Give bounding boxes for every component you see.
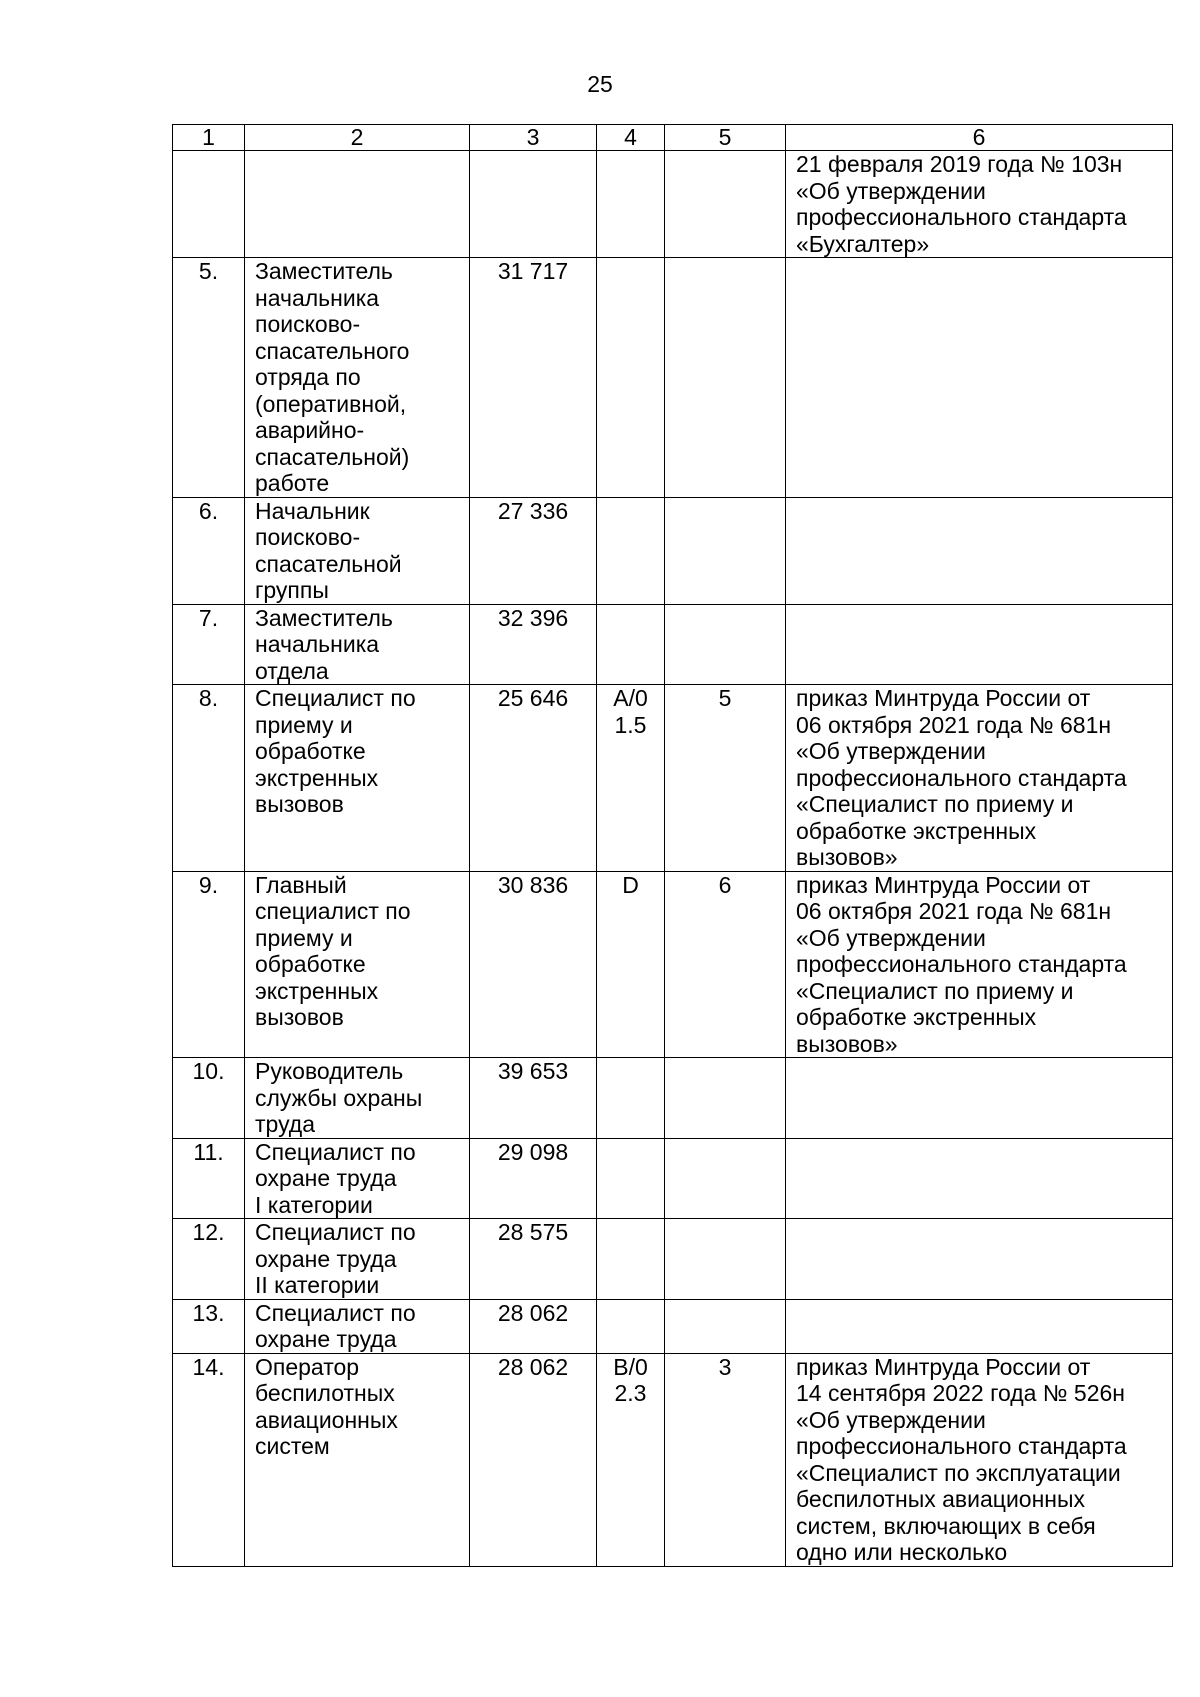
salary-cell: 28 575	[470, 1219, 597, 1300]
professional-standard-line: профессионального стандарта	[796, 951, 1127, 977]
professional-standard-line: приказ Минтруда России от	[796, 871, 1091, 898]
professional-standard-line: 06 октября 2021 года № 681н	[796, 711, 1112, 738]
salary-cell: 31 717	[470, 258, 597, 498]
salary-cell	[470, 151, 597, 258]
position-name-line: (оперативной,	[255, 390, 407, 417]
row-number-cell: 9.	[173, 871, 245, 1058]
professional-standard-cell	[786, 1353, 1173, 1566]
professional-standard-line: «Об утверждении	[796, 924, 986, 951]
professional-standard-line: систем, включающих в себя	[796, 1512, 1096, 1539]
staff-table	[172, 124, 1173, 1567]
position-name-line: систем	[255, 1433, 330, 1459]
position-name-cell	[245, 151, 470, 258]
function-code-line: D	[622, 871, 639, 898]
table-row	[173, 1219, 1173, 1300]
professional-standard-line: вызовов»	[796, 1030, 898, 1057]
qualification-level-cell	[665, 1138, 786, 1219]
row-number-cell: 10.	[173, 1058, 245, 1139]
function-code-cell	[597, 1058, 665, 1139]
table-body	[173, 151, 1173, 1567]
professional-standard-line: вызовов»	[796, 844, 898, 870]
professional-standard-line: «Специалист по приему и	[796, 791, 1074, 817]
position-name-line: спасательного	[255, 337, 410, 364]
position-name-line: Заместитель	[255, 604, 393, 631]
professional-standard-line: 06 октября 2021 года № 681н	[796, 898, 1112, 924]
qualification-level-cell	[665, 1299, 786, 1353]
professional-standard-line: профессионального стандарта	[796, 764, 1127, 791]
professional-standard-cell	[786, 685, 1173, 872]
professional-standard-line: приказ Минтруда России от	[796, 685, 1091, 711]
column-header-4: 4	[597, 125, 665, 151]
position-name-line: Оператор	[255, 1353, 360, 1380]
qualification-level-cell	[665, 258, 786, 498]
function-code-line: А/0	[613, 685, 648, 711]
qualification-level-cell	[665, 604, 786, 685]
professional-standard-line: 21 февраля 2019 года № 103н	[796, 151, 1123, 177]
row-number-cell: 11.	[173, 1138, 245, 1219]
table-header-row	[173, 125, 1173, 151]
function-code-line: 2.3	[614, 1380, 647, 1406]
professional-standard-cell	[786, 258, 1173, 498]
position-name-line: Руководитель	[255, 1058, 404, 1084]
professional-standard-line: приказ Минтруда России от	[796, 1353, 1091, 1380]
column-header-1: 1	[173, 125, 245, 151]
professional-standard-cell	[786, 1299, 1173, 1353]
position-name-line: экстренных	[255, 977, 379, 1004]
row-number-cell: 12.	[173, 1219, 245, 1300]
position-name-cell	[245, 1138, 470, 1219]
professional-standard-cell	[786, 871, 1173, 1058]
position-name-line: вызовов	[255, 791, 344, 817]
position-name-line: отряда по	[255, 364, 361, 390]
position-name-cell	[245, 1353, 470, 1566]
position-name-line: труда	[255, 1111, 316, 1137]
row-number-cell: 7.	[173, 604, 245, 685]
position-name-line: приему и	[255, 711, 353, 738]
position-name-line: авиационных	[255, 1406, 398, 1433]
salary-cell: 39 653	[470, 1058, 597, 1139]
professional-standard-cell	[786, 1138, 1173, 1219]
position-name-cell	[245, 497, 470, 604]
professional-standard-line: 14 сентября 2022 года № 526н	[796, 1380, 1125, 1406]
position-name-cell	[245, 871, 470, 1058]
position-name-line: II категории	[255, 1272, 380, 1298]
position-name-line: начальника	[255, 284, 380, 311]
position-name-line: обработке	[255, 738, 366, 764]
position-name-line: приему и	[255, 924, 353, 951]
qualification-level-cell	[665, 497, 786, 604]
table-row	[173, 1058, 1173, 1139]
qualification-level-cell: 5	[665, 685, 786, 872]
professional-standard-line: беспилотных авиационных	[796, 1486, 1086, 1512]
column-header-2: 2	[245, 125, 470, 151]
qualification-level-cell	[665, 151, 786, 258]
function-code-cell	[597, 151, 665, 258]
table-row	[173, 871, 1173, 1058]
position-name-cell	[245, 1058, 470, 1139]
position-name-line: Специалист по	[255, 1138, 416, 1165]
professional-standard-cell	[786, 151, 1173, 258]
salary-cell: 28 062	[470, 1353, 597, 1566]
table-row	[173, 497, 1173, 604]
position-name-line: Специалист по	[255, 1219, 416, 1245]
position-name-line: обработке	[255, 951, 366, 977]
position-name-line: поисково-	[255, 524, 361, 550]
position-name-line: вызовов	[255, 1004, 344, 1030]
salary-cell: 27 336	[470, 497, 597, 604]
professional-standard-line: профессионального стандарта	[796, 204, 1127, 230]
professional-standard-line: «Специалист по приему и	[796, 977, 1074, 1004]
function-code-cell	[597, 258, 665, 498]
position-name-line: аварийно-	[255, 417, 365, 443]
qualification-level-cell: 3	[665, 1353, 786, 1566]
function-code-cell	[597, 871, 665, 1058]
page-number: 25	[587, 71, 613, 97]
qualification-level-cell: 6	[665, 871, 786, 1058]
salary-cell: 25 646	[470, 685, 597, 872]
professional-standard-line: «Об утверждении	[796, 177, 986, 204]
professional-standard-line: профессионального стандарта	[796, 1433, 1127, 1459]
function-code-cell	[597, 1353, 665, 1566]
table-row	[173, 1299, 1173, 1353]
function-code-cell	[597, 497, 665, 604]
position-name-cell	[245, 1299, 470, 1353]
position-name-line: Специалист по	[255, 1299, 416, 1326]
position-name-line: спасательной	[255, 550, 402, 577]
row-number-cell: 13.	[173, 1299, 245, 1353]
function-code-line: 1.5	[614, 711, 647, 738]
position-name-line: охране труда	[255, 1326, 397, 1352]
position-name-line: Заместитель	[255, 258, 393, 284]
professional-standard-line: «Бухгалтер»	[796, 230, 930, 257]
position-name-line: Специалист по	[255, 685, 416, 711]
professional-standard-line: «Об утверждении	[796, 738, 986, 764]
position-name-cell	[245, 604, 470, 685]
function-code-cell	[597, 604, 665, 685]
professional-standard-cell	[786, 1058, 1173, 1139]
position-name-cell	[245, 685, 470, 872]
table-row	[173, 1353, 1173, 1566]
position-name-line: работе	[255, 470, 330, 496]
table-row	[173, 258, 1173, 498]
position-name-line: охране труда	[255, 1165, 397, 1191]
row-number-cell: 14.	[173, 1353, 245, 1566]
position-name-line: службы охраны	[255, 1084, 423, 1111]
function-code-cell	[597, 685, 665, 872]
row-number-cell: 8.	[173, 685, 245, 872]
position-name-line: отдела	[255, 657, 329, 684]
position-name-line: спасательной)	[255, 443, 410, 470]
position-name-line: Главный	[255, 871, 347, 898]
table-row	[173, 1138, 1173, 1219]
professional-standard-line: одно или несколько	[796, 1539, 1008, 1565]
table-row	[173, 151, 1173, 258]
position-name-line: начальника	[255, 631, 380, 657]
position-name-cell	[245, 1219, 470, 1300]
salary-cell: 28 062	[470, 1299, 597, 1353]
professional-standard-line: обработке экстренных	[796, 1004, 1037, 1030]
function-code-cell	[597, 1299, 665, 1353]
column-header-3: 3	[470, 125, 597, 151]
professional-standard-line: «Специалист по эксплуатации	[796, 1459, 1121, 1486]
function-code-cell	[597, 1138, 665, 1219]
position-name-line: Начальник	[255, 497, 370, 524]
table-row	[173, 685, 1173, 872]
position-name-line: охране труда	[255, 1245, 397, 1272]
position-name-cell	[245, 258, 470, 498]
position-name-line: беспилотных	[255, 1380, 395, 1406]
qualification-level-cell	[665, 1219, 786, 1300]
function-code-cell	[597, 1219, 665, 1300]
salary-cell: 30 836	[470, 871, 597, 1058]
table-row	[173, 604, 1173, 685]
position-name-line: поисково-	[255, 311, 361, 337]
position-name-line: специалист по	[255, 898, 411, 924]
professional-standard-line: обработке экстренных	[796, 817, 1037, 844]
salary-cell: 29 098	[470, 1138, 597, 1219]
qualification-level-cell	[665, 1058, 786, 1139]
row-number-cell: 5.	[173, 258, 245, 498]
professional-standard-cell	[786, 1219, 1173, 1300]
professional-standard-cell	[786, 604, 1173, 685]
professional-standard-line: «Об утверждении	[796, 1406, 986, 1433]
row-number-cell: 6.	[173, 497, 245, 604]
position-name-line: I категории	[255, 1191, 373, 1218]
position-name-line: экстренных	[255, 764, 379, 791]
column-header-6: 6	[786, 125, 1173, 151]
professional-standard-cell	[786, 497, 1173, 604]
salary-cell: 32 396	[470, 604, 597, 685]
row-number-cell	[173, 151, 245, 258]
column-header-5: 5	[665, 125, 786, 151]
function-code-line: В/0	[613, 1353, 648, 1380]
position-name-line: группы	[255, 577, 329, 603]
